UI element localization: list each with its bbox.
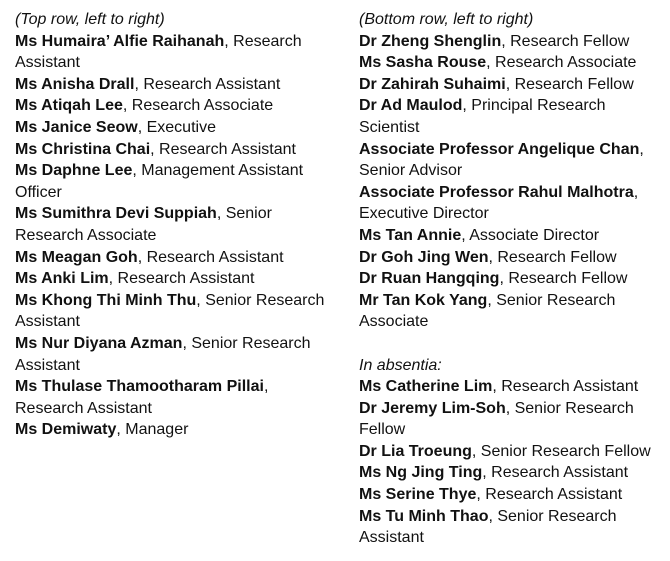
person-name: Ms Meagan Goh (15, 248, 138, 266)
person-name: Dr Lia Troeung (359, 442, 472, 460)
person-role: Research Associate (131, 97, 274, 115)
person-role: Research Fellow (510, 32, 630, 50)
person-entry: Ms Meagan Goh, Research Assistant (15, 248, 284, 266)
person-name: Associate Professor Rahul Malhotra (359, 183, 634, 201)
person-entry: Ms Serine Thye, Research Assistant (359, 486, 623, 504)
person-name: Mr Tan Kok Yang (359, 291, 488, 309)
person-role: Senior Research Fellow (480, 442, 651, 460)
person-entry: Ms Daphne Lee, Management Assistant Officer (15, 162, 304, 201)
person-name: Ms Tu Minh Thao (359, 507, 489, 525)
person-entry: Ms Anki Lim, Research Assistant (15, 270, 255, 288)
person-role: Senior Research Assistant (359, 507, 617, 547)
bottom-row-list (359, 31, 668, 333)
person-entry: Dr Zahirah Suhaimi, Research Fellow (359, 75, 634, 93)
person-name: Ms Anki Lim (15, 270, 109, 288)
person-name: Ms Khong Thi Minh Thu (15, 291, 197, 309)
person-role: Research Assistant (159, 140, 296, 158)
person-entry: Dr Lia Troeung, Senior Research Fellow (359, 442, 651, 460)
person-name: Ms Demiwaty (15, 421, 117, 439)
person-role: Senior Advisor (359, 162, 463, 180)
person-role: Research Fellow (514, 75, 634, 93)
person-role: Research Assistant (15, 399, 152, 417)
person-role: Manager (125, 421, 189, 439)
person-entry: Dr Jeremy Lim-Soh, Senior Research Fellow (359, 399, 634, 439)
top-row-heading: (Top row, left to right) (15, 11, 165, 28)
person-name: Ms Daphne Lee (15, 162, 133, 180)
person-role: Executive (146, 118, 216, 136)
person-entry: Mr Tan Kok Yang, Senior Research Associate (359, 291, 616, 331)
person-role: Senior Research Assistant (15, 291, 325, 331)
person-entry: Ms Demiwaty, Manager (15, 421, 189, 439)
person-entry: Ms Tu Minh Thao, Senior Research Assistant (359, 507, 617, 547)
person-entry: Ms Sumithra Devi Suppiah, Senior Research Associate (15, 205, 272, 244)
person-name: Ms Humaira’ Alfie Raihanah (15, 32, 225, 50)
person-name: Ms Atiqah Lee (15, 97, 123, 115)
person-entry: Associate Professor Rahul Malhotra, Executive Director (359, 183, 639, 223)
person-entry: Ms Khong Thi Minh Thu, Senior Research Assistant (15, 291, 325, 331)
person-entry: Ms Janice Seow, Executive (15, 118, 216, 136)
absentia-list (359, 376, 668, 549)
person-role: Research Assistant (146, 248, 284, 266)
person-role: Principal Research Scientist (359, 97, 606, 136)
person-role: Senior Research Fellow (359, 399, 634, 439)
person-entry: Associate Professor Angelique Chan, Senior Advisor (359, 140, 644, 180)
person-name: Ms Anisha Drall (15, 75, 135, 93)
person-role: Research Assistant (117, 270, 255, 288)
person-role: Research Assistant (501, 378, 639, 396)
person-role: Management Assistant Officer (15, 162, 304, 201)
person-entry: Dr Zheng Shenglin, Research Fellow (359, 32, 630, 50)
person-name: Dr Zahirah Suhaimi (359, 75, 506, 93)
top-row-column (15, 9, 337, 441)
person-entry: Ms Christina Chai, Research Assistant (15, 140, 296, 158)
person-name: Ms Christina Chai (15, 140, 151, 158)
section-gap (359, 333, 668, 355)
person-entry: Ms Ng Jing Ting, Research Assistant (359, 464, 629, 482)
person-entry: Ms Atiqah Lee, Research Associate (15, 97, 274, 115)
person-name: Ms Sumithra Devi Suppiah (15, 205, 217, 223)
person-entry: Dr Ruan Hangqing, Research Fellow (359, 270, 628, 288)
bottom-row-column (359, 9, 668, 549)
person-name: Ms Catherine Lim (359, 378, 493, 396)
person-name: Ms Thulase Thamootharam Pillai (15, 378, 264, 396)
person-name: Ms Ng Jing Ting (359, 464, 483, 482)
top-row-list (15, 31, 337, 441)
person-name: Associate Professor Angelique Chan (359, 140, 640, 158)
person-entry: Ms Catherine Lim, Research Assistant (359, 378, 639, 396)
person-name: Ms Serine Thye (359, 486, 477, 504)
person-role: Research Assistant (491, 464, 629, 482)
person-role: Research Assistant (485, 486, 623, 504)
person-entry: Ms Humaira’ Alfie Raihanah, Research Assistant (15, 32, 302, 72)
person-role: Research Fellow (497, 248, 617, 266)
person-role: Research Fellow (508, 270, 628, 288)
person-name: Ms Sasha Rouse (359, 54, 487, 72)
person-entry: Ms Sasha Rouse, Research Associate (359, 54, 637, 72)
person-role: Senior Research Associate (359, 291, 616, 331)
bottom-row-heading: (Bottom row, left to right) (359, 11, 534, 28)
person-name: Ms Janice Seow (15, 118, 138, 136)
absentia-heading: In absentia: (359, 356, 442, 374)
person-role: Research Assistant (15, 32, 302, 72)
person-name: Dr Ruan Hangqing (359, 270, 500, 288)
person-name: Dr Jeremy Lim-Soh (359, 399, 506, 417)
person-role: Research Assistant (143, 75, 281, 93)
person-entry: Ms Anisha Drall, Research Assistant (15, 75, 281, 93)
person-name: Dr Zheng Shenglin (359, 32, 502, 50)
person-entry: Ms Nur Diyana Azman, Senior Research Assistant (15, 334, 311, 374)
person-role: Senior Research Associate (15, 205, 272, 244)
person-name: Ms Nur Diyana Azman (15, 334, 183, 352)
person-role: Senior Research Assistant (15, 334, 311, 374)
person-role: Executive Director (359, 205, 489, 223)
person-role: Associate Director (469, 226, 600, 244)
person-role: Research Associate (495, 54, 637, 72)
person-entry: Dr Goh Jing Wen, Research Fellow (359, 248, 617, 266)
person-entry: Ms Tan Annie, Associate Director (359, 226, 600, 244)
person-name: Ms Tan Annie (359, 226, 462, 244)
person-entry: Dr Ad Maulod, Principal Research Scientist (359, 97, 606, 136)
person-name: Dr Ad Maulod (359, 97, 463, 115)
person-name: Dr Goh Jing Wen (359, 248, 489, 266)
person-entry: Ms Thulase Thamootharam Pillai, Research Assistant (15, 378, 269, 417)
